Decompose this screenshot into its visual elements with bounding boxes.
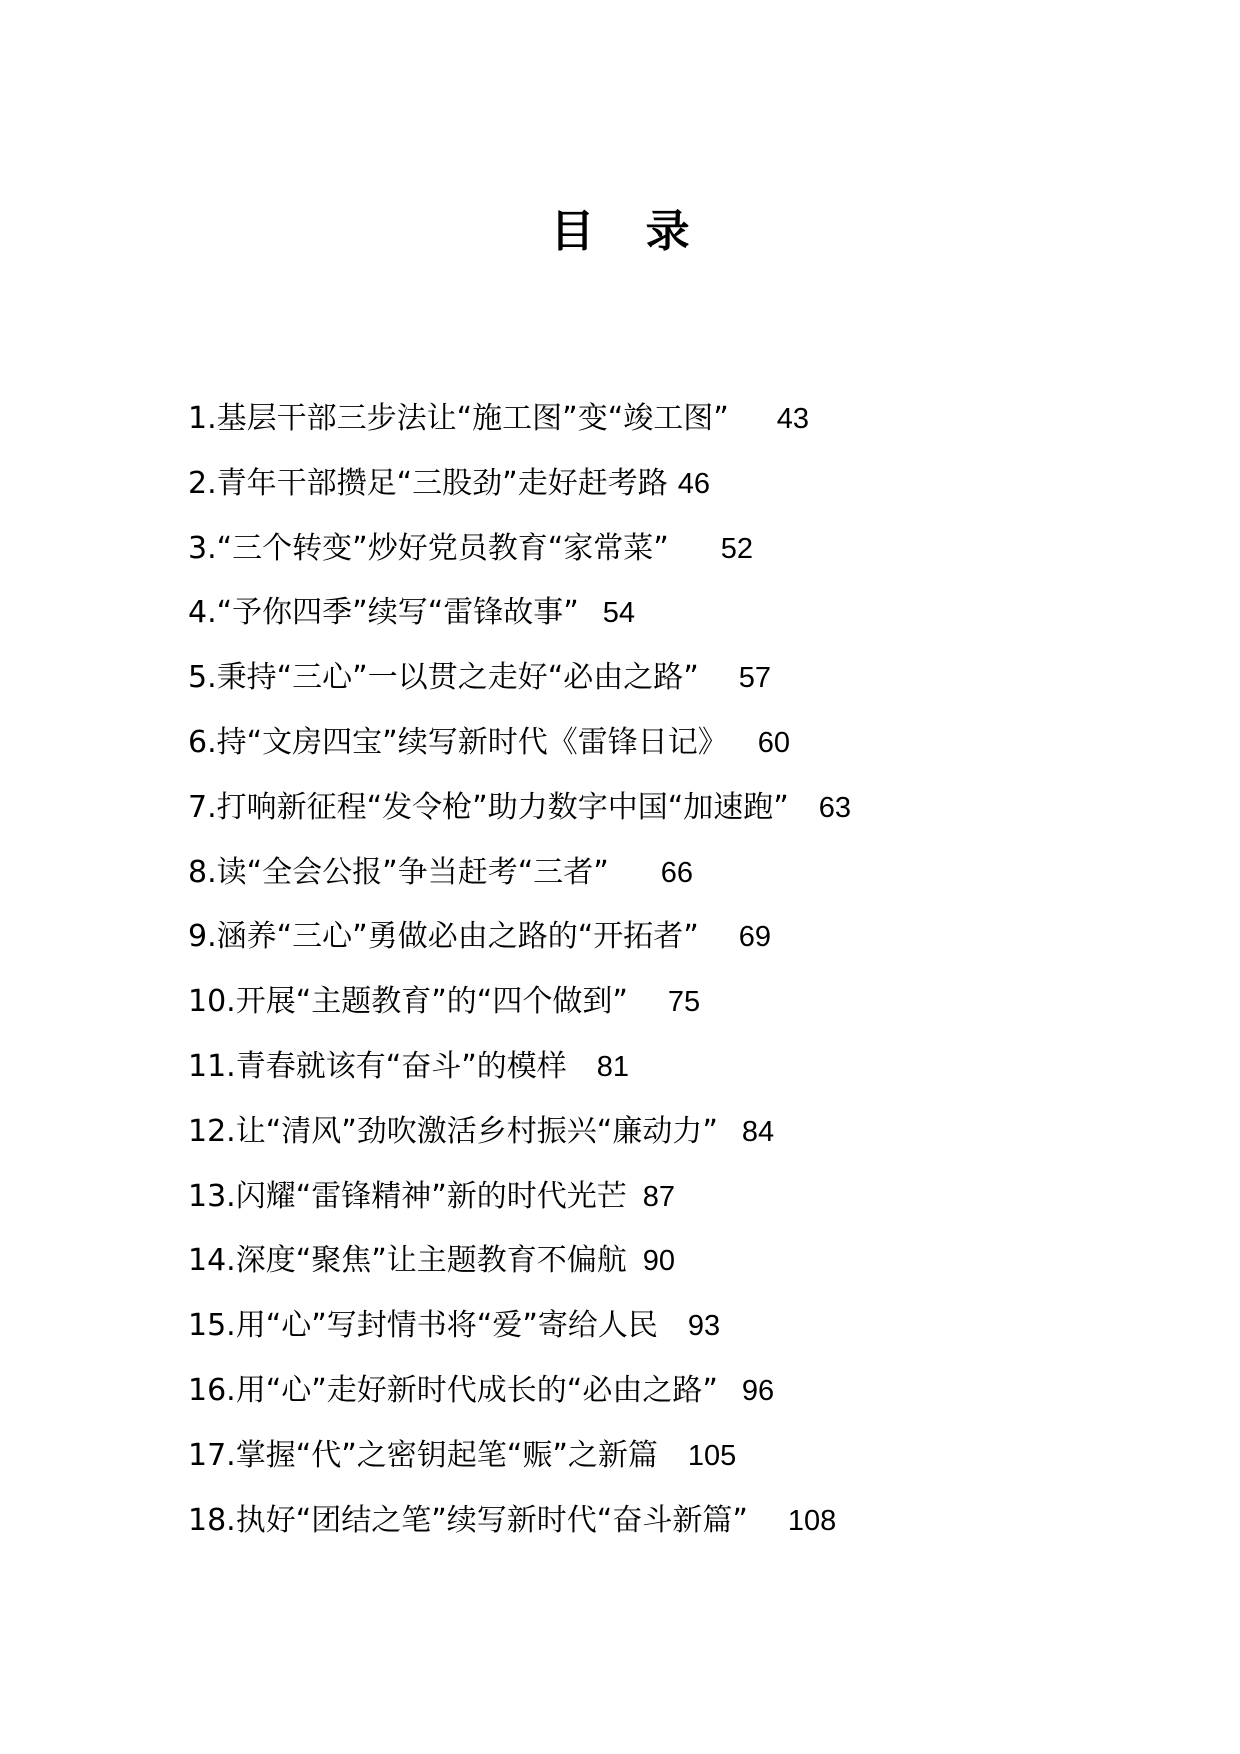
toc-page-number: 60 <box>757 726 790 759</box>
toc-entry-title: 5.秉持“三心”一以贯之走好“必由之路” <box>188 660 699 696</box>
toc-page-number: 87 <box>642 1180 676 1213</box>
toc-page-number: 81 <box>596 1050 630 1083</box>
toc-entry-title: 6.持“文房四宝”续写新时代《雷锋日记》 <box>188 724 728 760</box>
toc-page-number: 96 <box>741 1374 775 1407</box>
page-title: 目 录 <box>550 206 708 257</box>
toc-entry-title: 2.青年干部攒足“三股劲”走好赶考路 <box>188 465 668 501</box>
toc-entry <box>188 646 1088 711</box>
toc-entry-title: 1.基层干部三步法让“施工图”变“竣工图” <box>188 401 729 436</box>
toc-page-number: 105 <box>687 1439 737 1472</box>
toc-entry <box>188 1424 1088 1489</box>
toc-page-number: 69 <box>738 921 772 954</box>
toc-page-number: 93 <box>687 1310 721 1343</box>
toc-entry-title: 11.青春就该有“奋斗”的模样 <box>188 1048 567 1084</box>
toc-entry-title: 3.“三个转变”炒好党员教育“家常菜” <box>188 530 669 566</box>
toc-entry-title: 4.“予你四季”续写“雷锋故事” <box>188 595 579 631</box>
toc-entry <box>188 1035 1088 1100</box>
toc-entry-title: 10.开展“主题教育”的“四个做到” <box>188 984 628 1020</box>
toc-entry <box>188 581 1088 646</box>
toc-entry-title: 7.打响新征程“发令枪”助力数字中国“加速跑” <box>188 789 789 825</box>
toc-entry-title: 13.闪耀“雷锋精神”新的时代光芒 <box>188 1178 627 1214</box>
toc-entry <box>188 1294 1088 1359</box>
toc-page-number: 66 <box>660 856 694 889</box>
toc-entry-title: 9.涵养“三心”勇做必由之路的“开拓者” <box>188 919 699 955</box>
toc-entry-title: 12.让“清风”劲吹激活乡村振兴“廉动力” <box>188 1113 718 1149</box>
toc-page-number: 52 <box>720 532 754 565</box>
toc-page-number: 75 <box>667 986 701 1019</box>
toc-entry <box>188 517 1088 582</box>
toc-entry <box>188 1359 1088 1424</box>
toc-page-number: 57 <box>738 662 772 695</box>
toc-entry <box>188 841 1088 906</box>
toc-page-number: 63 <box>818 791 852 824</box>
toc-entry <box>188 452 1088 517</box>
toc-entry <box>188 905 1088 970</box>
toc-entry-title: 18.执好“团结之笔”续写新时代“奋斗新篇” <box>188 1502 748 1538</box>
toc-entry <box>188 711 1088 776</box>
table-of-contents <box>188 387 1088 1553</box>
toc-page-number: 90 <box>642 1245 676 1278</box>
toc-page-number: 43 <box>776 403 810 435</box>
toc-entry-title: 14.深度“聚焦”让主题教育不偏航 <box>188 1243 627 1279</box>
toc-entry <box>188 387 1088 452</box>
toc-page-number: 84 <box>741 1115 775 1148</box>
toc-entry-title: 15.用“心”写封情书将“爱”寄给人民 <box>188 1308 658 1344</box>
toc-entry-title: 17.掌握“代”之密钥起笔“赈”之新篇 <box>188 1437 658 1473</box>
toc-entry <box>188 970 1088 1035</box>
toc-page-number: 108 <box>787 1504 837 1537</box>
toc-page-number: 46 <box>677 467 710 500</box>
toc-entry-title: 16.用“心”走好新时代成长的“必由之路” <box>188 1372 718 1408</box>
toc-entry-title: 8.读“全会公报”争当赶考“三者” <box>188 854 609 890</box>
toc-entry <box>188 1100 1088 1165</box>
toc-page-number: 54 <box>602 597 636 630</box>
toc-entry <box>188 1165 1088 1230</box>
toc-entry <box>188 776 1088 841</box>
toc-entry <box>188 1489 1088 1554</box>
toc-entry <box>188 1229 1088 1294</box>
